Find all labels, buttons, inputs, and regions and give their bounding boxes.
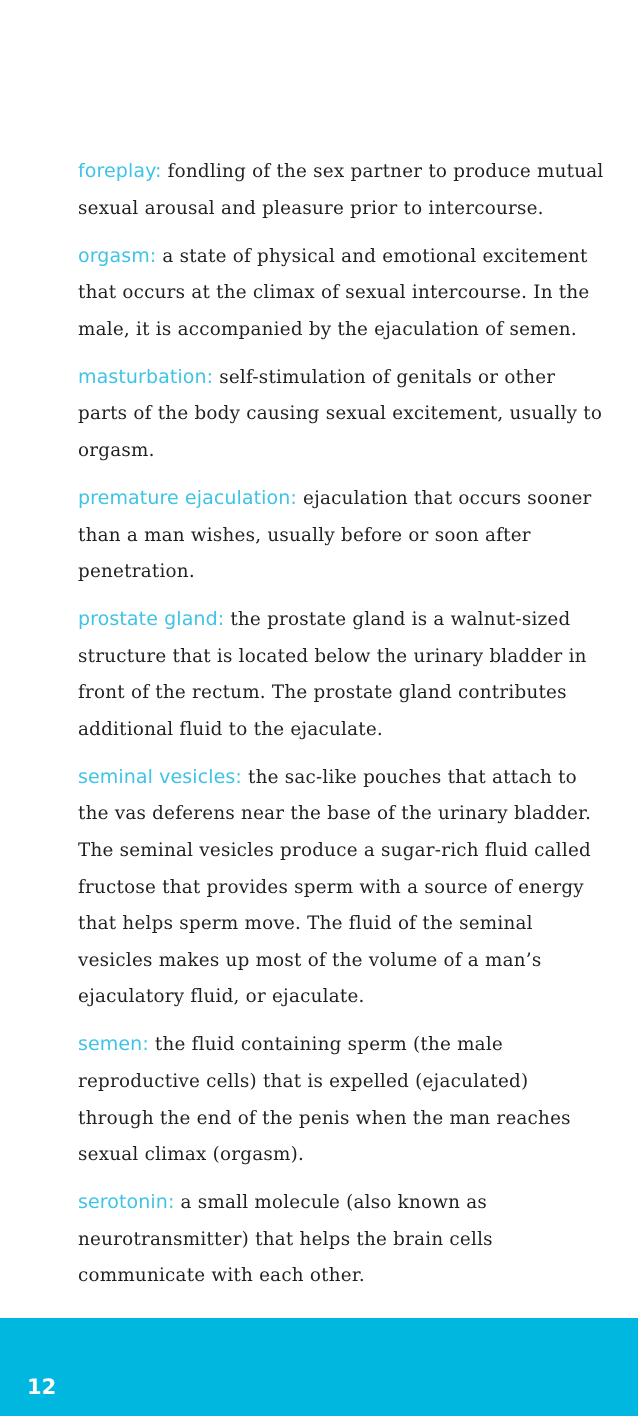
glossary-term: semen: xyxy=(78,1033,149,1056)
glossary-term: orgasm: xyxy=(78,244,157,267)
glossary-definition: a small molecule (also known as neurotransmitter) that helps the brain cells communicate with each other. xyxy=(78,1192,493,1287)
glossary-definition: self-stimulation of genitals or other parts of the body causing sexual excitement, usually to orgasm. xyxy=(78,366,603,461)
glossary-term: masturbation: xyxy=(78,365,214,388)
glossary-entry-orgasm xyxy=(78,238,606,349)
glossary-term: foreplay: xyxy=(78,160,162,182)
glossary-term: premature ejaculation: xyxy=(78,486,297,509)
glossary-entry-premature-ejaculation xyxy=(78,480,606,591)
page-number: 12 xyxy=(27,1375,57,1399)
glossary-entry-seminal-vesicles xyxy=(78,759,606,1016)
glossary-definition: the prostate gland is a walnut-sized structure that is located below the urinary bladder in front of the rectum. The prostate gland contributes additional fluid to the ejaculate. xyxy=(78,609,587,740)
glossary-entry-semen xyxy=(78,1026,606,1173)
glossary-definition: the sac-like pouches that attach to the vas deferens near the base of the urinary bladder. The seminal vesicles produce a sugar-rich fluid called fructose that provides sperm with a source of energy that helps sperm move. The fluid of the seminal vesicles makes up most of the volume of a man’s ejaculatory fluid, or ejaculate. xyxy=(78,766,592,1008)
glossary-definition: the fluid containing sperm (the male reproductive cells) that is expelled (ejaculated) through the end of the penis when the man reaches sexual climax (orgasm). xyxy=(78,1034,571,1166)
glossary-entry-masturbation xyxy=(78,359,606,470)
glossary-definition: a state of physical and emotional excitement that occurs at the climax of sexual intercourse. In the male, it is accompanied by the ejaculation of semen. xyxy=(78,245,590,340)
footer-band xyxy=(0,1318,638,1416)
glossary-definition: ejaculation that occurs sooner than a man wishes, usually before or soon after penetration. xyxy=(78,487,592,583)
glossary-entry-serotonin xyxy=(78,1184,606,1295)
glossary-entry-foreplay xyxy=(78,153,606,227)
glossary-term: serotonin: xyxy=(78,1191,175,1214)
glossary-entry-prostate-gland xyxy=(78,601,606,748)
glossary-definition: fondling of the sex partner to produce mutual sexual arousal and pleasure prior to intercourse. xyxy=(78,161,604,219)
glossary-list xyxy=(78,153,606,1305)
glossary-term: prostate gland: xyxy=(78,608,225,631)
glossary-term: seminal vesicles: xyxy=(78,765,242,788)
